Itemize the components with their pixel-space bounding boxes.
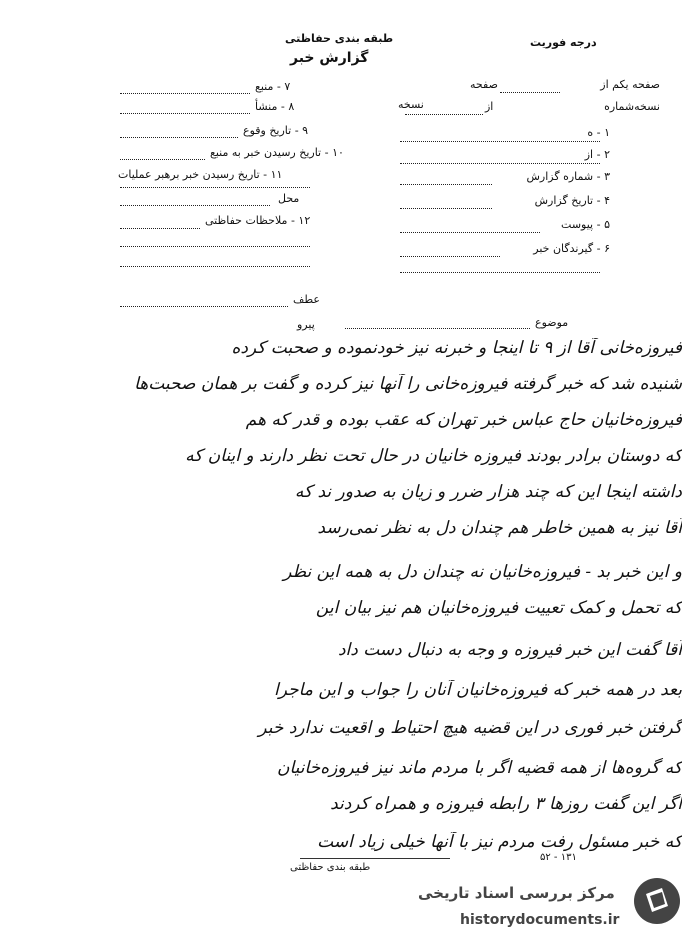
urgency-label: درجه فوریت bbox=[530, 36, 597, 49]
form-title: گزارش خبر bbox=[290, 50, 369, 66]
handwritten-line-9: آقا گفت این خبر فیروزه و وجه به دنبال دست داد bbox=[337, 640, 682, 660]
field-7-label: ۷ - منبع bbox=[255, 80, 291, 93]
handwritten-line-4: که دوستان برادر بودند فیروزه خانیان در حال تحت نظر دارند و اینان که bbox=[185, 446, 682, 466]
subject-label: موضوع bbox=[535, 316, 569, 329]
field-12-dots bbox=[120, 228, 200, 229]
handwritten-line-3: فیروزه‌خانیان حاج عباس خبر تهران که عقب بوده و قدر که هم bbox=[245, 410, 682, 430]
field-2-label: ۲ - از bbox=[584, 148, 610, 161]
field-10-dots bbox=[120, 159, 205, 160]
page-of-label: صفحه یکم از bbox=[600, 78, 660, 91]
handwritten-line-6: آقا نیز به همین خاطر هم چندان دل به نظر نمی‌رسد bbox=[317, 518, 682, 538]
field-3-label: ۳ - شماره گزارش bbox=[526, 170, 610, 183]
classification-bottom: طبقه بندی حفاظتی bbox=[290, 862, 371, 873]
field-5-label: ۵ - پیوست bbox=[561, 218, 610, 231]
location-label: محل bbox=[278, 192, 300, 205]
reference-dots bbox=[120, 306, 288, 307]
classification-top: طبقه بندی حفاظتی bbox=[285, 32, 394, 45]
followup-label: پیرو bbox=[297, 318, 315, 331]
subject-dots bbox=[345, 328, 530, 329]
field-4-label: ۴ - تاریخ گزارش bbox=[534, 194, 610, 207]
copy-number-label: نسخه‌شماره bbox=[604, 100, 660, 113]
field-7-dots bbox=[120, 93, 250, 94]
archive-logo-icon bbox=[632, 876, 682, 926]
field-11-dots bbox=[120, 187, 310, 188]
field-2-dots bbox=[400, 163, 600, 164]
reference-label: عطف bbox=[293, 293, 320, 306]
handwritten-line-8: که تحمل و کمک تعییت فیروزه‌خانیان هم نیز بیان این bbox=[315, 598, 682, 618]
handwritten-line-5: داشته اینجا این که چند هزار ضرر و زیان به صدور ند که bbox=[294, 482, 682, 502]
field-9-dots bbox=[120, 137, 238, 138]
handwritten-line-1: فیروزه‌خانی آقا از ۹ تا اینجا و خبرنه نیز خودنموده و صحبت کرده bbox=[231, 338, 682, 358]
field-1-label: ۱ - ه bbox=[587, 126, 610, 139]
field-12-label: ۱۲ - ملاحظات حفاظتی bbox=[205, 214, 311, 227]
field-5-dots bbox=[400, 232, 540, 233]
handwritten-line-14: که خبر مسئول رفت مردم نیز با آنها خیلی زیاد است bbox=[317, 832, 682, 852]
field-1-dots bbox=[400, 141, 600, 142]
handwritten-line-12: که گروه‌ها از همه قضیه اگر با مردم ماند نیز فیروزه‌خانیان bbox=[277, 758, 682, 778]
field-10-label: ۱۰ - تاریخ رسیدن خبر به منبع bbox=[210, 146, 344, 159]
handwritten-line-2: شنیده شد که خبر گرفته فیروزه‌خانی را آنها نیز کرده و گفت بر همان صحبت‌ها bbox=[134, 374, 682, 394]
copy-suffix-label: نسخه bbox=[398, 98, 424, 111]
copy-of-label: از bbox=[485, 100, 494, 113]
footer-rule bbox=[300, 858, 450, 859]
field-6-dots-2 bbox=[400, 272, 600, 273]
reference-number: ۵۲ - ۱۳۱ bbox=[540, 852, 577, 863]
handwritten-line-11: گرفتن خبر فوری در این قضیه هیچ احتیاط و اقعیت ندارد خبر bbox=[258, 718, 682, 738]
page-of-dots bbox=[500, 92, 560, 93]
field-12-dots-3 bbox=[120, 266, 310, 267]
watermark-org-name: مرکز بررسی اسناد تاریخی bbox=[418, 884, 615, 902]
handwritten-line-13: اگر این گفت روزها ۳ رابطه فیروزه و همراه کردند bbox=[330, 794, 682, 814]
field-9-label: ۹ - تاریخ وقوع bbox=[243, 124, 309, 137]
field-6-label: ۶ - گیرندگان خبر bbox=[533, 242, 610, 255]
field-4-dots bbox=[400, 208, 492, 209]
field-6-dots bbox=[400, 256, 500, 257]
page-suffix-label: صفحه bbox=[470, 78, 498, 91]
field-8-dots bbox=[120, 113, 250, 114]
field-8-label: ۸ - منشأ bbox=[255, 100, 295, 113]
location-dots bbox=[120, 205, 270, 206]
watermark-url: historydocuments.ir bbox=[460, 912, 620, 928]
handwritten-line-7: و این خبر بد - فیروزه‌خانیان نه چندان دل به همه این نظر bbox=[283, 562, 682, 582]
field-3-dots bbox=[400, 184, 492, 185]
copy-dots bbox=[405, 114, 483, 115]
field-12-dots-2 bbox=[120, 246, 310, 247]
field-11-label: ۱۱ - تاریخ رسیدن خبر برهبر عملیات bbox=[118, 168, 283, 181]
handwritten-line-10: بعد در همه خبر که فیروزه‌خانیان آنان را جواب و این ماجرا bbox=[274, 680, 682, 700]
